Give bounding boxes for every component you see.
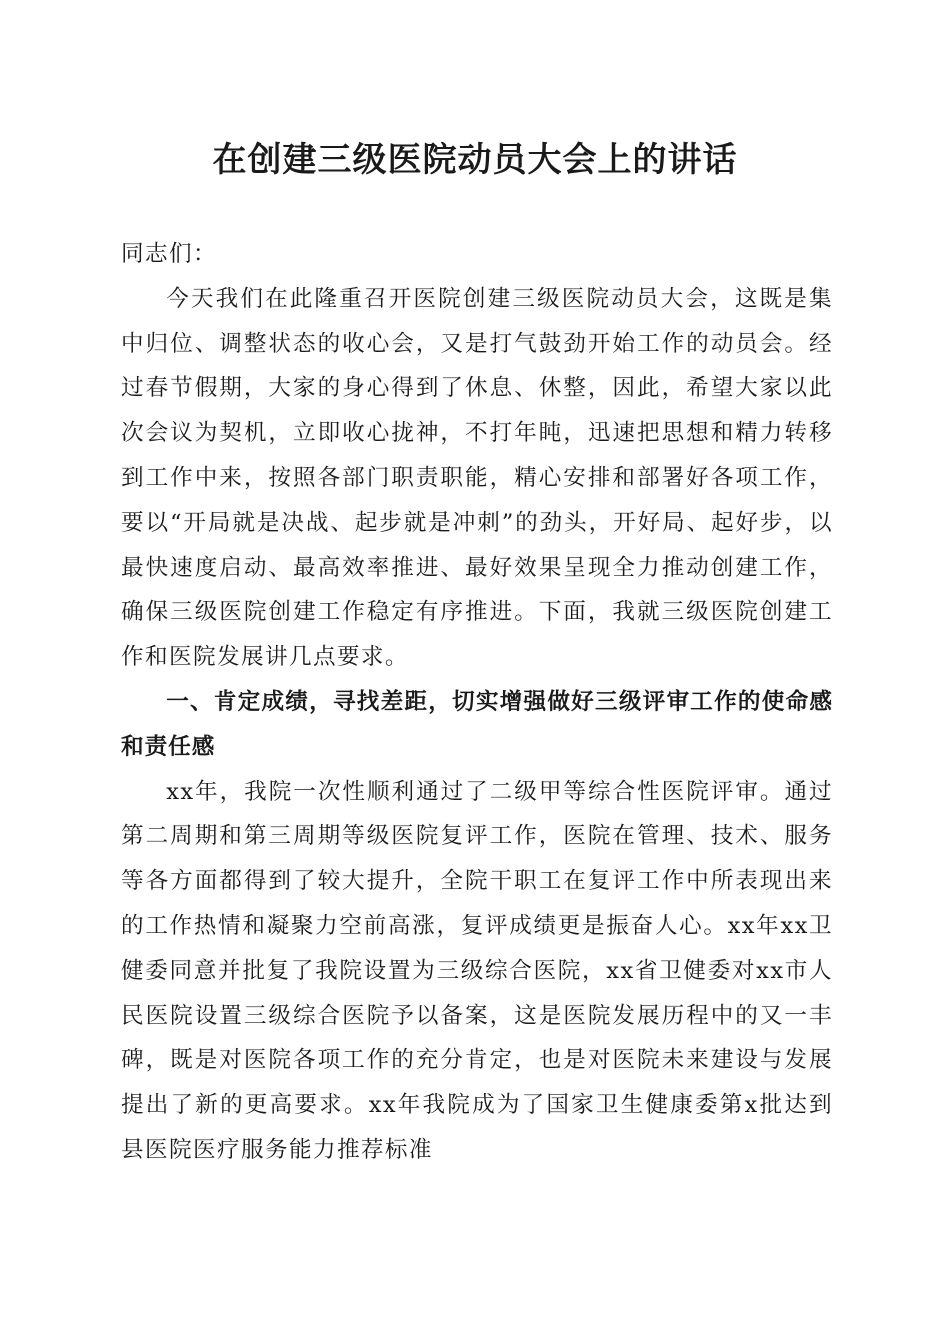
section-paragraph: xx年，我院一次性顺利通过了二级甲等综合性医院评审。通过第二周期和第三周期等级医院复评工作，医院在管理、技术、服务等各方面都得到了较大提升，全院干职工在复评工作中所表现出来的工作热情和凝聚力空前高涨，复评成绩更是振奋人心。xx年xx卫健委同意并批复了我院设置为三级综合医院，xx省卫健委对xx市人民医院设置三级综合医院予以备案，这是医院发展历程中的又一丰碑，既是对医院各项工作的充分肯定，也是对医院未来建设与发展提出了新的更高要求。xx年我院成为了国家卫生健康委第x批达到县医院医疗服务能力推荐标准 <box>121 778 833 1163</box>
document-body <box>121 232 833 1173</box>
section-heading: 一、肯定成绩，寻找差距，切实增强做好三级评审工作的使命感和责任感 <box>121 688 833 760</box>
salutation: 同志们： <box>121 241 217 267</box>
document-title: 在创建三级医院动员大会上的讲话 <box>212 140 738 180</box>
intro-paragraph: 今天我们在此隆重召开医院创建三级医院动员大会，这既是集中归位、调整状态的收心会，又是打气鼓劲开始工作的动员会。经过春节假期，大家的身心得到了休息、休整，因此，希望大家以此次会议为契机，立即收心拢神，不打年盹，迅速把思想和精力转移到工作中来，按照各部门职责职能，精心安排和部署好各项工作，要以“开局就是决战、起步就是冲刺”的劲头，开好局、起好步，以最快速度启动、最高效率推进、最好效果呈现全力推动创建工作，确保三级医院创建工作稳定有序推进。下面，我就三级医院创建工作和医院发展讲几点要求。 <box>121 285 833 671</box>
